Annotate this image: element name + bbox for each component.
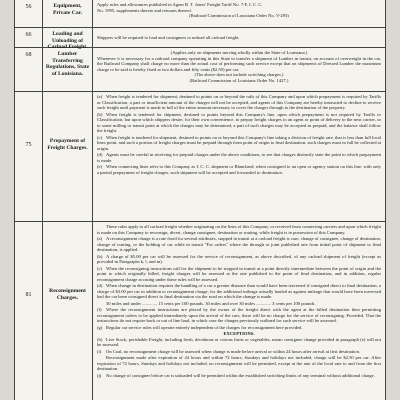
rule-paragraph: (b) A charge of $5.00 per car will be assessed for the service of reconsignment, as above described, of any carload shipment of freight (except as provided in Paragraphs k, l, and m). [97, 253, 381, 264]
exception-paragraph: Reconsignment made after expiration of 24 hours and within 72 hours, Sundays and holidays not included, charge will be $2.50 per car. After expiration of 72 hours, Sundays and holidays not included, no reconsignment will be permitted, except at the rate of the local rate to and from the first destination. [97, 355, 381, 371]
rule-paragraph: (g) Regular car service rules will operate entirely independent of the charges for reconsignment here provided. [97, 324, 303, 330]
rule-row-81 [15, 222, 385, 400]
rule-title: Equipment, Private Car. [43, 0, 93, 27]
rule-body [93, 48, 385, 91]
rule-number: 75 [15, 92, 43, 221]
rule-title: Loading and Unloading of Carload Freight. [43, 28, 93, 47]
rule-number: 66 [15, 28, 43, 47]
rule-row-66 [15, 28, 385, 51]
rule-order-ref: (Railroad Commission of Louisiana Order No. V-293) [189, 13, 289, 18]
rule-row-56 [15, 0, 385, 28]
exception-paragraph: (j) No change of consignee before car is unloaded will be permitted within the established switching limits of any terminal without additional charge. [97, 372, 375, 378]
rule-paragraph: (d) When change in destination requires the handling of a car a greater distance than would have been traversed if consigned direct to final destination, a charge of $3.00 per car in addition to reconsignment charge, for the additional mileage actually hauled as against mileage that would have been traversed had the car been consigned direct to final destination via the road on which the change is made. [97, 283, 381, 299]
rule-body [93, 222, 385, 400]
rule-paragraph: (c) When freight is tendered for shipment, destined to points on or beyond this Company's line taking a division of freight rate, that is less than full local lines point, and such a portion of freight charges must be prepaid through from point of origin to final destination, such charges must in full be collected at origin. [97, 134, 381, 151]
tariff-page [14, 0, 386, 400]
rule-body [93, 0, 385, 27]
rule-paragraph: (a) A reconsignment charge is a rate fixed for several attributes, stopped in transit at a carload freight is care, change of consignee, change of destination, change of routing, or the holding of car while in transit "For orders" where the through or joint published rate from initial point of shipment to final destination, is applied. [97, 236, 381, 252]
rule-paragraph: (b) When freight is tendered for shipment, destined to points beyond this Company's line, upon which prepayment is not required by Tariffs or Classification, but upon which shippers desire, for their own convenience, to prepay freight charges to an agent or point of delivery to the next carrier, or to some milling or transit point at which the charges may be determined, a part of such charges may be accepted as prepaid, and the balance shall follow the freight. [97, 111, 381, 133]
rule-number: 56 [15, 0, 43, 27]
exceptions-heading: EXCEPTIONS. [223, 331, 255, 336]
rule-paragraph: (f) Where the reconsignment instructions are placed by the owner of the freight direct with the agent at the billed destination then permitting reconsignment orders to be applied immediately upon the arrival of the cars, there will be no charge for the service of reconsigning. Provided, That the instructions do not require back or out of line haul, in which case the charges previously outlined for such service will be assessed. [97, 307, 381, 323]
rule-scope-note: (Applies only on shipments moving wholly within the State of Louisiana.) [170, 50, 308, 55]
rule-row-68 [15, 48, 385, 92]
rule-paragraph: These rules apply to all carload freight whether originating on the lines of this Company, or received from connecting carriers and upon which freight is made on this Company to reconsign, divert, change consignee, destination or routing, while freight is in possession of this Company. [97, 224, 381, 235]
rule-row-75 [15, 92, 385, 222]
rule-text: Whenever it is necessary for a railroad company operating in this State to transfer a shipment of Lumber in transit, on account of overweight in the car, the Railroad Company shall charge no more than the actual cost of performing such service except that on shipments of Dressed Lumber the maximum charge to be said is hereby fixed at two dollars and fifty cents ($2.50) per car. [97, 55, 381, 72]
rule-text: Apply rules and allowances published in Agent B. T. Jones' Freight Tariff No. 7-F, I. C. C. [97, 2, 263, 7]
rule-paragraph: (d) Agents must be careful in receiving for prepaid charges under the above conditions, to see that charges distinctly state the point to which prepayment is made. [97, 152, 381, 163]
rule-paragraph: 30 miles and under ............. 15 cents per 100 pounds. 30 miles and over 30 miles ............. 3 cents per 100 pounds. [106, 300, 316, 306]
rule-paragraph: (e) When connecting lines refer to this Company as I. C. C. shipment or Blanchard, when consigned to an open or agency station on this line, with only a partial prepayment of freight charges, such shipment will be accepted and forwarded to destination. [97, 164, 381, 175]
exception-paragraph: (i) On Coal, no reconsignment charge will be assessed when change is made before arrival or within 24 hours after arrival at first destination. [97, 348, 361, 354]
exception-paragraph: (h) Live Stock, perishable Freight, including fresh, deciduous or citrous fruits or vegetables, mono consignee change provided in paragraph (e) will not be assessed. [97, 336, 381, 347]
rule-number: 81 [15, 222, 43, 400]
rule-order-ref: (Railroad Commission of Louisiana Order No. 1427.) [189, 77, 289, 83]
rule-number: 68 [15, 48, 43, 91]
rule-note: (The above does not include switching charges.) [194, 72, 284, 77]
rule-title: Lumber Transferring Regulations, State of Louisiana. [43, 48, 93, 91]
rule-text: No. 1995, supplements thereto and reissues thereof. [97, 7, 193, 13]
rule-title: Reconsignment Charges. [43, 222, 93, 400]
rule-title: Prepayment of Freight Charges. [43, 92, 93, 221]
rule-body [93, 92, 385, 221]
rule-text: Shippers will be required to load and consignees to unload all carload freight. [97, 35, 240, 40]
rule-body [93, 28, 385, 47]
rule-paragraph: (c) When the reconsigning instructions call for the shipment to be stopped in transit at a point directly intermediate between the point of origin and the point to which originally billed, freight charges will be assessed at the rate published to the point of final destination, and in addition, regular reconsignment charge accruing under these rules will be assessed. [97, 265, 381, 282]
rule-paragraph: (a) When freight is tendered for shipment, destined to points on or beyond the rails of this Company and upon which prepayment is required by Tariffs or Classification, a part or insufficient amount of the charges will not be accepted, and agents of this Company are hereby instructed to decline to receive such freight until payment is made in full of the entire amount necessary to cover the charges through to the destination of the property. [97, 94, 381, 110]
